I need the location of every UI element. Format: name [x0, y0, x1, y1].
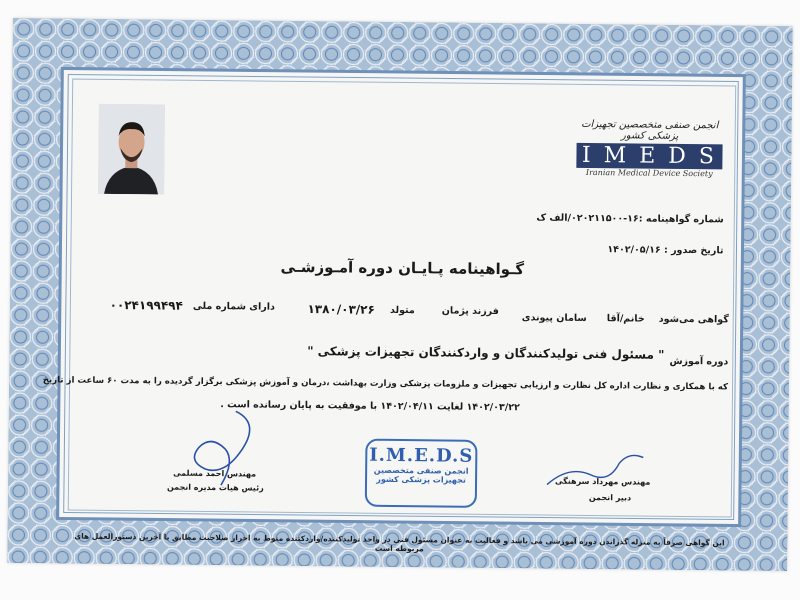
national-id: ۰۰۲۴۱۹۹۴۹۴	[109, 297, 183, 313]
birth-date: ۱۳۸۰/۰۳/۲۶	[307, 302, 375, 317]
imeds-stamp	[365, 439, 478, 508]
right-signature	[539, 444, 650, 495]
stamp-line1: انجمن صنفی متخصصین	[373, 465, 469, 476]
father-name: فرزند پژمان	[441, 305, 499, 318]
certify-text: گواهی می‌شود	[658, 313, 729, 326]
stamp-line2: تجهیزات پزشکی کشور	[376, 474, 466, 485]
stamp-acronym: I.M.E.D.S	[369, 444, 474, 467]
national-id-label: دارای شماره ملی	[192, 300, 275, 313]
right-signer-name: مهندس مهرداد سرهنگی	[555, 476, 651, 487]
certificate-number: شماره گواهینامه :۱۶-۰۲۰۲۱۱۵۰۰/الف ک	[536, 212, 724, 226]
born-label: متولد	[389, 304, 415, 317]
holder-name: سامان پیوندی	[521, 312, 587, 324]
body-text-line2: ۱۴۰۲/۰۳/۲۲ لغایت ۱۴۰۲/۰۴/۱۱ با موفقیت به پایان رسانده است .	[220, 399, 520, 414]
footer-note: این گواهی صرفاً به منزله گذراندن دوره آموزشی می باشد و فعالیت به عنوان مسئول فنی در واحد تولیدکننده/واردکننده منوط به احراز صلاحیت مطابق با آخرین دستورالعمل های مربوطه است	[74, 531, 725, 554]
course-name: " مسئول فنی تولیدکنندگان و واردکنندگان تجهیزات پزشکی "	[307, 344, 665, 362]
left-signer-name: مهندس احمد مسلمی	[173, 468, 257, 479]
left-signer-title: رئیس هیات مدیره انجمن	[166, 482, 264, 493]
certificate-title: گـواهینامه پـایـان دوره آمـوزشـی	[280, 257, 525, 279]
certificate-paper	[7, 18, 793, 571]
logo-society-name: انجمن صنفی متخصصین تجهیزات پزشکی کشور	[581, 118, 719, 142]
logo-english-name: Iranian Medical Device Society	[585, 167, 713, 179]
certificate-body	[42, 79, 736, 554]
holder-photo	[98, 104, 165, 195]
right-signer-title: دبیر انجمن	[588, 492, 632, 503]
left-signature	[165, 403, 276, 494]
logo-acronym: I M E D S	[576, 143, 723, 170]
body-text-line1: که با همکاری و نظارت اداره کل نظارت و ارزیابی تجهیزات و ملزومات پزشکی وزارت بهداشت ،درمان و آموزش پزشکی برگزار گردیده را به مدت ۶۰ ساعت از تاریخ	[42, 375, 729, 393]
imeds-logo	[574, 119, 725, 179]
course-label: دوره آموزش	[669, 355, 729, 368]
issue-date: تاریخ صدور : ۱۴۰۲/۰۵/۱۶	[607, 244, 724, 257]
title-prefix: خانم/آقا	[606, 313, 645, 325]
